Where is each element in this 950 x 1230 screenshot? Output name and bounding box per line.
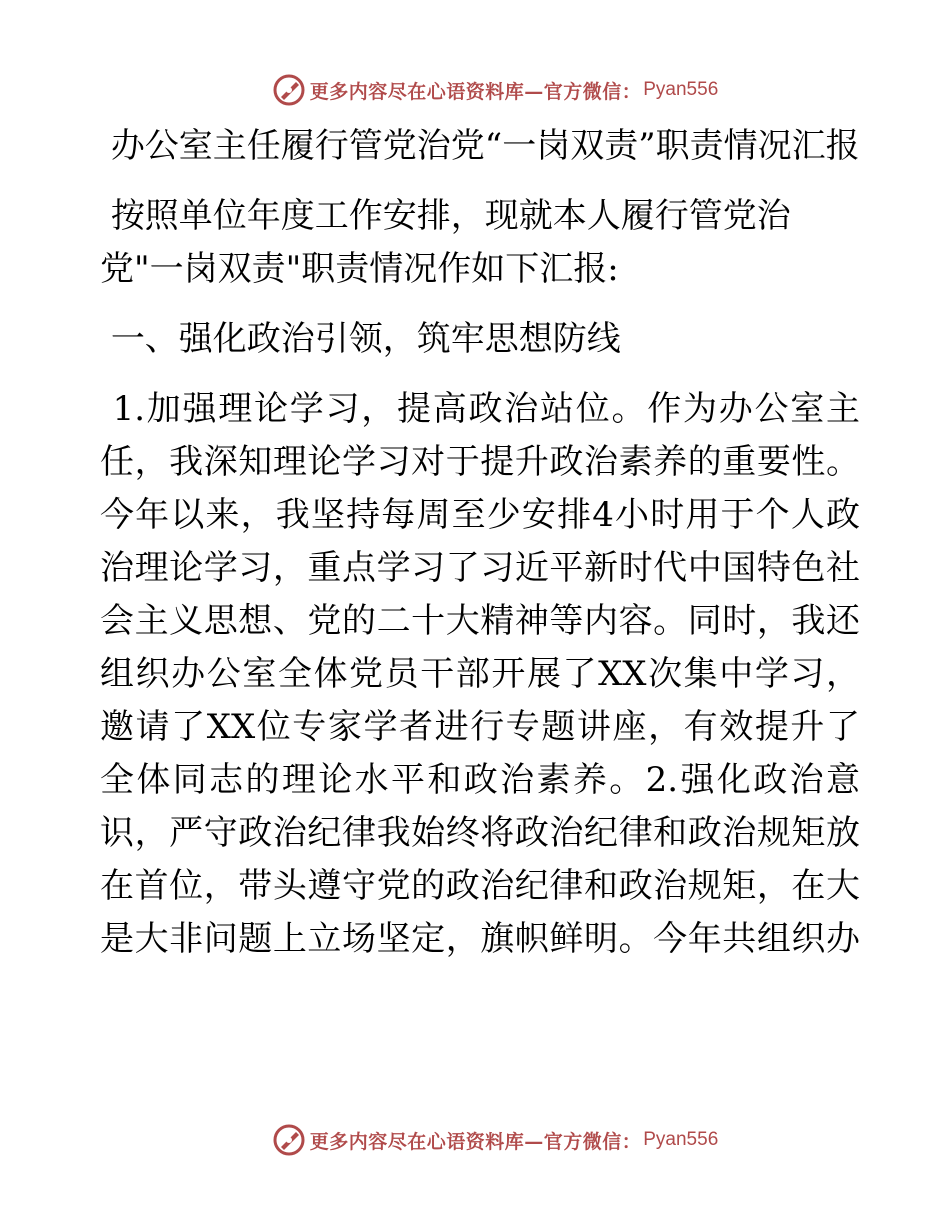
watermark-wechat-id: Pyan556 (643, 79, 719, 100)
watermark-banner-top (0, 70, 950, 110)
pen-nib-circle-logo-icon (272, 73, 306, 107)
document-title: 办公室主任履行管党治党“一岗双责”职责情况汇报 (100, 126, 860, 166)
watermark-text: 更多内容尽在心语资料库—官方微信： (309, 1130, 642, 1153)
document-body (100, 120, 860, 966)
watermark-banner-bottom (0, 1120, 950, 1160)
section-heading: 一、强化政治引领，筑牢思想防线 (100, 319, 621, 359)
watermark-text: 更多内容尽在心语资料库—官方微信： (309, 80, 642, 103)
pen-nib-circle-logo-icon (272, 1123, 306, 1157)
body-paragraph: 1.加强理论学习，提高政治站位。作为办公室主任，我深知理论学习对于提升政治素养的重要性。今年以来，我坚持每周至少安排4小时用于个人政治理论学习，重点学习了习近平新时代中国特色社会主义思想、党的二十大精神等内容。同时，我还组织办公室全体党员干部开展了XX次集中学习，邀请了XX位专家学者进行专题讲座，有效提升了全体同志的理论水平和政治素养。2.强化政治意识，严守政治纪律我始终将政治纪律和政治规矩放在首位，带头遵守党的政治纪律和政治规矩，在大是大非问题上立场坚定，旗帜鲜明。今年共组织办 (100, 389, 860, 959)
intro-paragraph: 按照单位年度工作安排，现就本人履行管党治党"一岗双责"职责情况作如下汇报: (100, 196, 791, 289)
watermark-wechat-id: Pyan556 (643, 1129, 719, 1150)
